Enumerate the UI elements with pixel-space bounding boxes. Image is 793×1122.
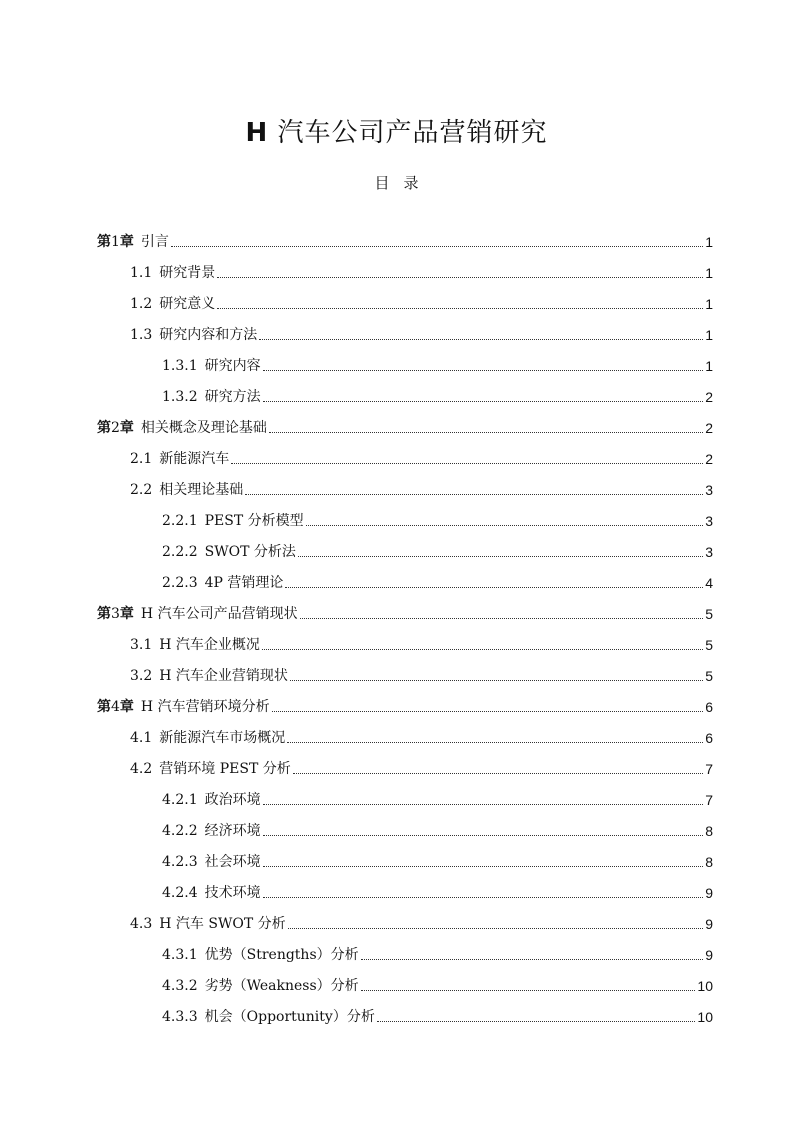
toc-entry[interactable] — [97, 689, 713, 720]
section-number: 4.2.1 — [162, 792, 198, 808]
chapter-prefix: 第 — [97, 699, 111, 715]
toc-entry-title: 政治环境 — [204, 792, 261, 808]
toc-page-number: 3 — [705, 482, 713, 498]
toc-entry-title: 研究方法 — [204, 389, 261, 405]
toc-entry[interactable] — [130, 317, 713, 348]
toc-entry[interactable] — [130, 472, 713, 503]
toc-entry[interactable] — [130, 627, 713, 658]
toc-entry-title: 劣势（Weakness）分析 — [204, 978, 359, 994]
toc-page-number: 4 — [705, 575, 713, 591]
toc-entry-label — [162, 357, 261, 375]
toc-entry[interactable] — [97, 224, 713, 255]
section-number: 1.3 — [130, 327, 153, 343]
section-number: 4.2 — [130, 761, 153, 777]
toc-entry[interactable] — [162, 782, 713, 813]
dot-leader — [306, 525, 704, 526]
toc-entry-title: H 汽车营销环境分析 — [140, 699, 270, 715]
dot-leader — [361, 990, 696, 991]
dot-leader — [263, 897, 704, 898]
dot-leader — [263, 866, 704, 867]
section-number: 3.1 — [130, 637, 153, 653]
toc-entry-title: 相关理论基础 — [159, 482, 244, 498]
toc-page-number: 2 — [705, 451, 713, 467]
toc-entry[interactable] — [162, 379, 713, 410]
toc-entry[interactable] — [130, 286, 713, 317]
dot-leader — [259, 339, 703, 340]
toc-page-number: 1 — [705, 358, 713, 374]
toc-entry[interactable] — [130, 255, 713, 286]
toc-entry-title: 研究意义 — [159, 296, 216, 312]
toc-entry-title: 技术环境 — [204, 885, 261, 901]
section-number: 2.2 — [130, 482, 153, 498]
table-of-contents — [0, 224, 793, 1030]
dot-leader — [263, 835, 704, 836]
chapter-prefix: 第 — [97, 606, 111, 622]
toc-entry[interactable] — [97, 596, 713, 627]
chapter-suffix: 章 — [119, 420, 134, 436]
dot-leader — [263, 370, 704, 371]
chapter-number: 3 — [111, 606, 120, 622]
dot-leader — [361, 959, 704, 960]
toc-entry-title: 营销环境 PEST 分析 — [159, 761, 291, 777]
toc-entry-label — [97, 605, 298, 623]
toc-entry-title: PEST 分析模型 — [204, 513, 304, 529]
dot-leader — [217, 277, 703, 278]
toc-entry-label — [130, 326, 257, 344]
section-number: 1.1 — [130, 265, 153, 281]
toc-entry[interactable] — [162, 565, 713, 596]
chapter-number: 2 — [111, 420, 120, 436]
toc-entry-title: H 汽车企业概况 — [159, 637, 260, 653]
toc-entry-label — [130, 667, 288, 685]
section-number: 1.2 — [130, 296, 153, 312]
toc-page-number: 3 — [705, 513, 713, 529]
document-title — [0, 112, 793, 149]
dot-leader — [269, 432, 703, 433]
section-number: 3.2 — [130, 668, 153, 684]
toc-entry-title: 经济环境 — [204, 823, 261, 839]
toc-entry-title: H 汽车企业营销现状 — [159, 668, 288, 684]
toc-entry[interactable] — [162, 503, 713, 534]
toc-page-number: 1 — [705, 234, 713, 250]
toc-page-number: 5 — [705, 668, 713, 684]
toc-page-number: 1 — [705, 265, 713, 281]
toc-page-number: 8 — [705, 823, 713, 839]
toc-entry-label — [162, 884, 261, 902]
section-number: 4.3.2 — [162, 978, 198, 994]
toc-entry-label — [162, 822, 261, 840]
section-number: 4.3.3 — [162, 1009, 198, 1025]
chapter-suffix: 章 — [119, 699, 134, 715]
dot-leader — [171, 246, 703, 247]
document-title-latin: H — [245, 118, 269, 148]
section-number: 4.1 — [130, 730, 153, 746]
toc-entry-title: 新能源汽车 — [159, 451, 230, 467]
dot-leader — [290, 680, 703, 681]
toc-page-number: 10 — [697, 978, 713, 994]
section-number: 4.3.1 — [162, 947, 198, 963]
toc-entry-label — [130, 760, 291, 778]
toc-entry-title: 优势（Strengths）分析 — [204, 947, 359, 963]
toc-entry[interactable] — [130, 720, 713, 751]
toc-entry-title: 机会（Opportunity）分析 — [204, 1009, 375, 1025]
section-number: 2.2.1 — [162, 513, 198, 529]
toc-entry-label — [130, 481, 243, 499]
dot-leader — [263, 804, 704, 805]
dot-leader — [288, 928, 704, 929]
chapter-number: 1 — [111, 234, 120, 250]
toc-page-number: 8 — [705, 854, 713, 870]
toc-page-number: 9 — [705, 916, 713, 932]
section-number: 4.3 — [130, 916, 153, 932]
section-number: 2.1 — [130, 451, 153, 467]
toc-page-number: 9 — [705, 885, 713, 901]
dot-leader — [231, 463, 703, 464]
toc-entry[interactable] — [97, 410, 713, 441]
toc-entry-title: 相关概念及理论基础 — [140, 420, 267, 436]
toc-page-number: 1 — [705, 296, 713, 312]
toc-entry-title: 研究内容和方法 — [159, 327, 258, 343]
dot-leader — [245, 494, 703, 495]
toc-entry-title: H 汽车 SWOT 分析 — [159, 916, 286, 932]
toc-entry-label — [130, 450, 229, 468]
toc-entry[interactable] — [162, 813, 713, 844]
toc-entry-title: 4P 营销理论 — [204, 575, 284, 591]
section-number: 4.2.3 — [162, 854, 198, 870]
toc-page-number: 6 — [705, 730, 713, 746]
chapter-prefix: 第 — [97, 234, 111, 250]
toc-page-number: 10 — [697, 1009, 713, 1025]
toc-entry[interactable] — [162, 968, 713, 999]
dot-leader — [217, 308, 703, 309]
toc-entry-label — [162, 512, 304, 530]
toc-entry-label — [130, 636, 260, 654]
toc-heading: 目录 — [374, 174, 433, 192]
toc-page-number: 1 — [705, 327, 713, 343]
dot-leader — [298, 556, 703, 557]
toc-entry-title: H 汽车公司产品营销现状 — [140, 606, 298, 622]
dot-leader — [300, 618, 704, 619]
toc-page-number: 7 — [705, 792, 713, 808]
toc-page-number: 9 — [705, 947, 713, 963]
toc-entry-label — [162, 543, 296, 561]
dot-leader — [272, 711, 704, 712]
toc-entry-title: 引言 — [140, 234, 169, 250]
toc-entry-title: 研究内容 — [204, 358, 261, 374]
document-title-text: 汽车公司产品营销研究 — [277, 118, 548, 148]
toc-page-number: 3 — [705, 544, 713, 560]
toc-entry[interactable] — [130, 658, 713, 689]
toc-page-number: 6 — [705, 699, 713, 715]
toc-entry-label — [162, 388, 261, 406]
toc-entry[interactable] — [162, 875, 713, 906]
toc-entry-label — [130, 264, 215, 282]
dot-leader — [263, 401, 704, 402]
toc-entry-label — [130, 729, 285, 747]
section-number: 1.3.1 — [162, 358, 198, 374]
toc-entry-label — [130, 915, 286, 933]
chapter-prefix: 第 — [97, 420, 111, 436]
toc-entry-label — [162, 574, 283, 592]
chapter-number: 4 — [111, 699, 120, 715]
chapter-suffix: 章 — [119, 234, 134, 250]
toc-page-number: 7 — [705, 761, 713, 777]
section-number: 2.2.2 — [162, 544, 198, 560]
toc-entry-label — [97, 698, 270, 716]
toc-entry-title: 研究背景 — [159, 265, 216, 281]
section-number: 4.2.4 — [162, 885, 198, 901]
toc-entry-label — [162, 853, 261, 871]
section-number: 2.2.3 — [162, 575, 198, 591]
chapter-suffix: 章 — [119, 606, 134, 622]
toc-page-number: 5 — [705, 637, 713, 653]
toc-entry[interactable] — [130, 441, 713, 472]
toc-entry[interactable] — [130, 906, 713, 937]
toc-entry[interactable] — [162, 937, 713, 968]
toc-entry[interactable] — [162, 534, 713, 565]
dot-leader — [285, 587, 703, 588]
toc-entry-label — [97, 233, 169, 251]
toc-entry-label — [162, 977, 359, 995]
toc-entry-title: SWOT 分析法 — [204, 544, 296, 560]
toc-entry[interactable] — [130, 751, 713, 782]
toc-page-number: 2 — [705, 420, 713, 436]
toc-entry[interactable] — [162, 348, 713, 379]
section-number: 4.2.2 — [162, 823, 198, 839]
dot-leader — [287, 742, 703, 743]
toc-entry-label — [162, 946, 359, 964]
section-number: 1.3.2 — [162, 389, 198, 405]
toc-entry-title: 新能源汽车市场概况 — [159, 730, 286, 746]
toc-page-number: 2 — [705, 389, 713, 405]
dot-leader — [377, 1021, 696, 1022]
toc-entry[interactable] — [162, 844, 713, 875]
dot-leader — [293, 773, 703, 774]
dot-leader — [262, 649, 703, 650]
toc-entry-title: 社会环境 — [204, 854, 261, 870]
toc-entry[interactable] — [162, 999, 713, 1030]
toc-page-number: 5 — [705, 606, 713, 622]
toc-entry-label — [162, 791, 261, 809]
toc-entry-label — [97, 419, 267, 437]
toc-entry-label — [162, 1008, 375, 1026]
toc-entry-label — [130, 295, 215, 313]
